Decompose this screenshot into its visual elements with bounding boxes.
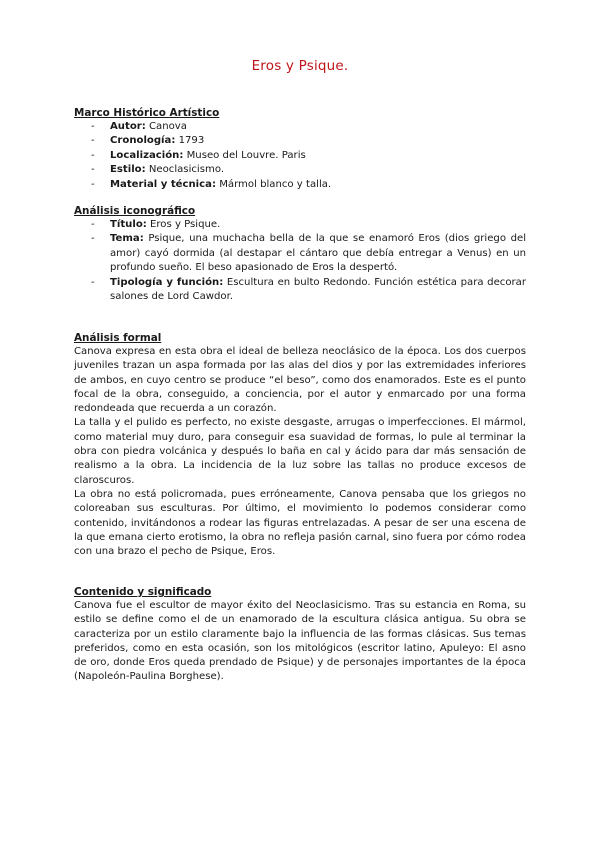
dash-bullet: -: [91, 149, 95, 161]
paragraph: Canova fue el escultor de mayor éxito del Neoclasicismo. Tras su estancia en Roma, su estilo se define como el de un enamorado de la escultura clásica antigua. Su obra se caracteriza por un estilo claramente bajo la influencia de las formas clásicas. Sus temas preferidos, como en esta ocasión, son los mitológicos (escritor latino, Apuleyo: El asno de oro, donde Eros queda prendado de Psique) y de personajes importantes de la época (Napoleón-Paulina Borghese).: [74, 600, 526, 683]
item-value: Psique, una muchacha bella de la que se enamoró Eros (dios griego del amor) cayó dormida (al destapar el cántaro que debía entregar a Venus) en un profundo sueño. El beso apasionado de Eros la despertó.: [110, 233, 526, 274]
item-value: 1793: [175, 135, 205, 147]
dash-bullet: -: [91, 178, 95, 190]
item-label: Tipología y función:: [110, 276, 224, 288]
section-analisis-iconografico: [74, 205, 526, 304]
list-item: [74, 163, 526, 177]
dash-bullet: -: [91, 164, 95, 176]
item-label: Localización:: [110, 149, 184, 161]
dash-bullet: -: [91, 276, 95, 288]
item-label: Título:: [110, 219, 147, 230]
list-item: [74, 218, 526, 232]
item-value: Mármol blanco y talla.: [215, 178, 332, 190]
item-value: Canova: [145, 121, 187, 132]
dash-bullet: -: [91, 233, 95, 245]
item-label: Estilo:: [110, 164, 146, 176]
paragraph: Canova expresa en esta obra el ideal de belleza neoclásico de la época. Los dos cuerpos juveniles trazan un aspa formada por las alas del dios y por las extremidades inferiores de ambos, en cuyo centro se produce “el beso”, como dos enamorados. Este es el punto focal de la obra, conseguido, a conciencia, por el autor y enmarcado por una forma redondeada que recuerda a un corazón.: [74, 346, 526, 415]
section-contenido-significado: [74, 586, 526, 685]
dash-bullet: -: [91, 121, 95, 132]
item-value: Eros y Psique.: [146, 219, 221, 230]
item-label: Autor:: [110, 121, 146, 132]
paragraph: La talla y el pulido es perfecto, no existe desgaste, arrugas o imperfecciones. El mármol, como material muy duro, para conseguir esa suavidad de formas, lo pule al terminar la obra con piedra volcánica y después lo baña en cal y ácido para dar más sensación de realismo a la obra. La incidencia de la luz sobre las tallas no produce excesos de claroscuros.: [74, 417, 526, 486]
section-heading: Análisis iconográfico: [74, 205, 196, 217]
dash-bullet: -: [91, 135, 95, 147]
section-marco-historico: [74, 107, 526, 192]
marco-list: [74, 120, 526, 192]
item-value: Escultura en bulto Redondo. Función estética para decorar salones de Lord Cawdor.: [110, 276, 526, 303]
item-value: Neoclasicismo.: [145, 164, 225, 176]
document-title: Eros y Psique.: [251, 58, 349, 74]
iconografico-list: [74, 218, 526, 304]
paragraph: La obra no está policromada, pues erróneamente, Canova pensaba que los griegos no coloreaban sus esculturas. Por último, el movimiento lo podemos considerar como contenido, invitándonos a rodear las figuras entrelazadas. A pesar de ser una escena de la que emana cierto erotismo, la obra no refleja pasión carnal, sino fuera por cómo rodea con una brazo el pecho de Psique, Eros.: [74, 488, 526, 558]
item-label: Material y técnica:: [110, 178, 216, 190]
dash-bullet: -: [91, 219, 95, 230]
list-item: [74, 178, 526, 192]
list-item: [74, 120, 526, 134]
list-item: [74, 134, 526, 148]
item-label: Tema:: [110, 233, 144, 245]
list-item: [74, 276, 526, 305]
list-item: [74, 149, 526, 163]
section-heading: Análisis formal: [74, 332, 162, 344]
list-item: [74, 232, 526, 275]
section-heading: Contenido y significado: [74, 586, 212, 598]
section-heading: Marco Histórico Artístico: [74, 107, 220, 119]
section-analisis-formal: [74, 332, 526, 559]
item-value: Museo del Louvre. Paris: [183, 149, 306, 161]
item-label: Cronología:: [110, 135, 176, 147]
